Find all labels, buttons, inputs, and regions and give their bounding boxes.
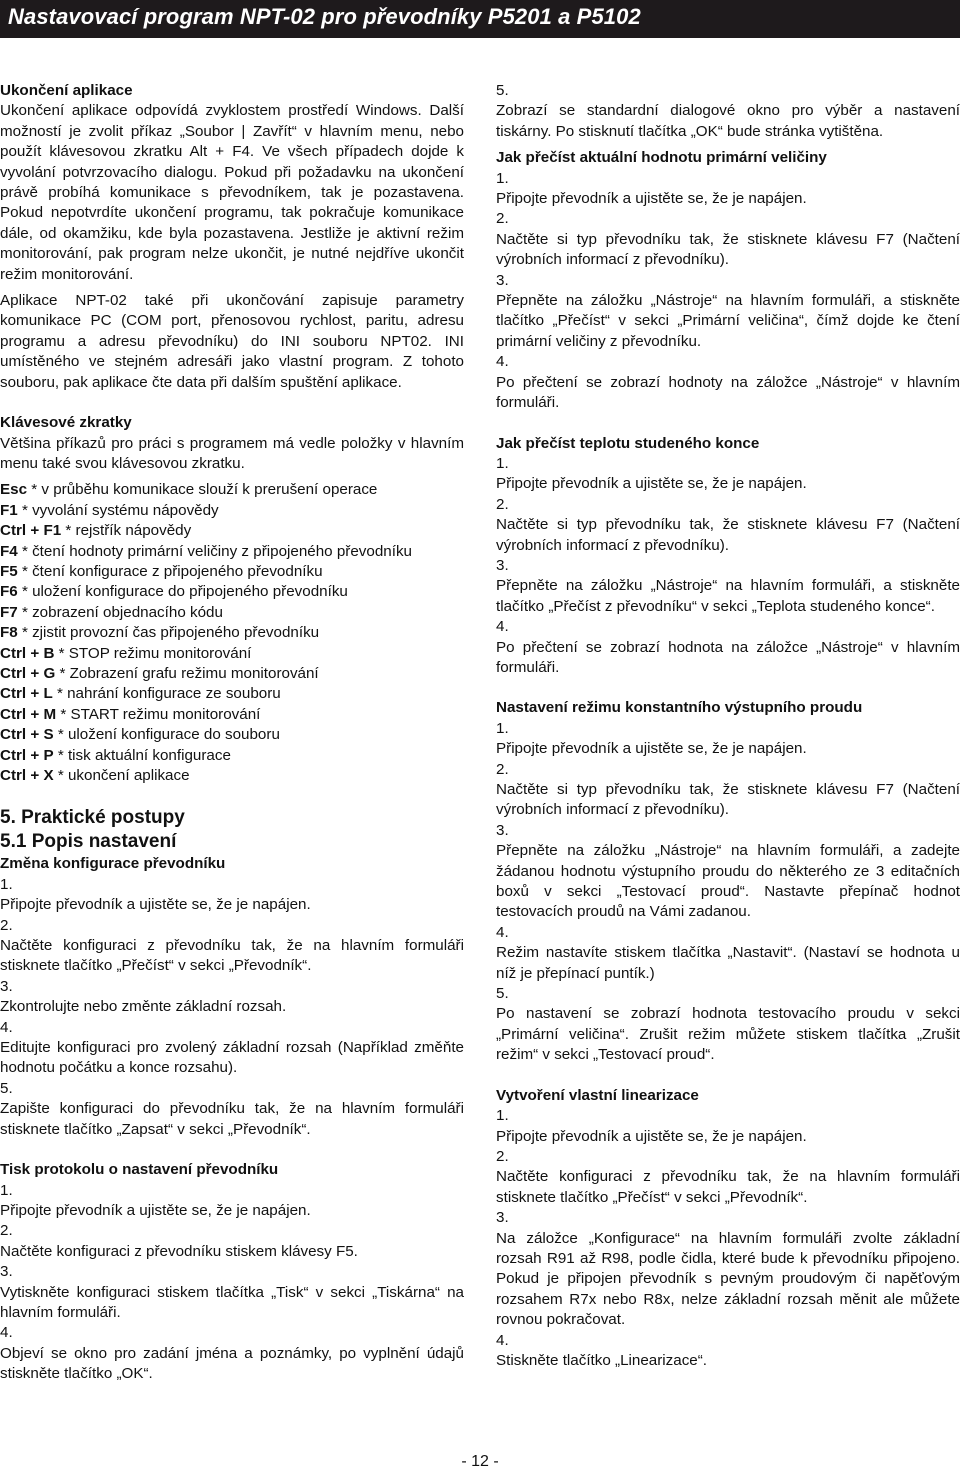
step-text: Editujte konfiguraci pro zvolený základní rozsah (Například změňte hodnotu počátku a konce rozsahu). <box>0 1039 464 1077</box>
step-text: Připojte převodník a ujistěte se, že je napájen. <box>0 1201 311 1219</box>
shortcut-key: Ctrl + S <box>0 726 54 744</box>
step-text: Načtěte si typ převodníku tak, že stisknete klávesu F7 (Načtení výrobních informací z převodníku). <box>496 781 960 819</box>
step-text: Zobrazí se standardní dialogové okno pro výběr a nastavení tiskárny. Po stisknutí tlačítka „OK“ bude stránka vytištěna. <box>496 102 960 140</box>
shortcut-key: Ctrl + F1 <box>0 522 62 540</box>
step-number: 3. <box>496 1209 509 1227</box>
paragraph: Aplikace NPT-02 také při ukončování zapisuje parametry komunikace PC (COM port, přenosovou rychlost, paritu, adresu programu a adresu převodníku) do INI souboru NPT02. INI umístěného ve stejném adresáři jako vlastní program. Z tohoto souboru, pak aplikace čte data při dalším spuštění aplikace. <box>0 292 464 391</box>
shortcut-description: * uložení konfigurace do připojeného převodníku <box>17 583 348 601</box>
step-number: 4. <box>0 1018 13 1036</box>
shortcut-item <box>0 684 464 704</box>
shortcut-key: F4 <box>0 542 18 560</box>
shortcut-item <box>0 725 464 745</box>
section-heading: Vytvoření vlastní linearizace <box>496 1086 699 1104</box>
step-number: 5. <box>496 985 509 1003</box>
step-list <box>496 454 960 678</box>
document-title: Nastavovací program NPT-02 pro převodníky P5201 a P5102 <box>8 4 641 29</box>
shortcut-list <box>0 480 464 786</box>
shortcut-key: F5 <box>0 562 18 580</box>
step-list <box>496 1106 960 1371</box>
step-text: Připojte převodník a ujistěte se, že je napájen. <box>496 190 807 208</box>
step-list <box>496 81 960 142</box>
step-number: 2. <box>496 210 509 228</box>
step-number: 4. <box>496 353 509 371</box>
shortcut-description: * zjistit provozní čas připojeného převodníku <box>17 624 320 642</box>
shortcut-item <box>0 746 464 766</box>
step-text: Přepněte na záložku „Nástroje“ na hlavním formuláři, a stiskněte tlačítko „Přečíst z převodníku“ v sekci „Teplota studeného konce“. <box>496 577 960 615</box>
step-text: Stiskněte tlačítko „Linearizace“. <box>496 1351 708 1369</box>
section-heading: Nastavení režimu konstantního výstupního proudu <box>496 699 863 717</box>
shortcut-item <box>0 480 464 500</box>
step-list <box>496 719 960 1066</box>
step-text: Načtěte si typ převodníku tak, že stisknete klávesu F7 (Načtení výrobních informací z převodníku). <box>496 230 960 269</box>
step-text: Na záložce „Konfigurace“ na hlavním formuláři zvolte základní rozsah R91 až R98, podle čidla, které bude k převodníku připojeno. Pokud je připojen převodník s pevným proudovým či napěťovým rozsahem R7x nebo R8x, nelze základní rozsah měnit ale můžete rovnou pokračovat. <box>496 1229 960 1329</box>
shortcut-description: * v průběhu komunikace slouží k prerušení operace <box>27 481 378 499</box>
step-number: 1. <box>0 1181 13 1199</box>
shortcut-description: * uložení konfigurace do souboru <box>53 726 280 744</box>
shortcut-item <box>0 501 464 521</box>
shortcut-key: Ctrl + M <box>0 705 57 723</box>
step-number: 2. <box>496 760 509 778</box>
shortcut-description: * zobrazení objednacího kódu <box>17 603 223 621</box>
step-text: Přepněte na záložku „Nástroje“ na hlavním formuláři, a stiskněte tlačítko „Přečíst“ v sekci „Primární veličina“, čímž dojde ke čtení primární veličiny z převodníku. <box>496 292 960 350</box>
shortcut-key: Esc <box>0 481 28 499</box>
shortcut-description: * vyvolání systému nápovědy <box>17 501 219 519</box>
step-number: 4. <box>496 618 509 636</box>
step-number: 4. <box>496 1331 509 1349</box>
step-number: 2. <box>0 1222 13 1240</box>
section-heading: Jak přečíst aktuální hodnotu primární veličiny <box>496 149 827 167</box>
step-text: Připojte převodník a ujistěte se, že je napájen. <box>496 475 807 493</box>
chapter-heading: 5.1 Popis nastavení <box>0 831 177 853</box>
shortcut-item <box>0 766 464 786</box>
step-number: 2. <box>496 1147 509 1165</box>
shortcut-item <box>0 542 464 562</box>
shortcut-key: Ctrl + G <box>0 664 56 682</box>
shortcut-description: * čtení konfigurace z připojeného převodníku <box>17 562 323 580</box>
step-number: 2. <box>0 916 13 934</box>
step-number: 1. <box>496 719 509 737</box>
section-heading: Klávesové zkratky <box>0 414 132 432</box>
step-number: 5. <box>496 82 509 99</box>
step-text: Připojte převodník a ujistěte se, že je napájen. <box>496 740 807 758</box>
shortcut-description: * ukončení aplikace <box>53 767 190 784</box>
step-text: Objeví se okno pro zadání jména a poznámky, po vyplnění údajů stiskněte tlačítko „OK“. <box>0 1344 464 1383</box>
step-number: 3. <box>496 556 509 574</box>
section-heading: Jak přečíst teplotu studeného konce <box>496 434 760 452</box>
step-text: Přepněte na záložku „Nástroje“ na hlavním formuláři, a zadejte žádanou hodnotu výstupního proudu do některého ze 3 editačních boxů v sekci „Testovací proud“. Nastavte přepínač hodnot testovacích proudů na Vámi zadanou. <box>496 842 960 921</box>
step-number: 3. <box>0 977 13 995</box>
paragraph: Většina příkazů pro práci s programem má vedle položky v hlavním menu také svou klávesovou zkratku. <box>0 434 464 472</box>
paragraph: Ukončení aplikace odpovídá zvyklostem prostředí Windows. Další možností je zvolit příkaz „Soubor | Zavřít“ v hlavním menu, nebo použít klávesovou zkratku Alt + F4. Ve všech případech dojde k vyvolání potvrzovacího dialogu. Pokud při požadavku na ukončení právě probíhá komunikace s převodníkem, tak je pozastavena. Pokud nepotvrdíte ukončení programu, tak pokračuje komunikace dále, od okamžiku, kde byla pozastavena. Jestliže je aktivní režim monitorování, pak program nelze ukončit, je nutné nejdříve ukončit režim monitorování. <box>0 102 464 283</box>
step-list <box>0 875 464 1140</box>
step-text: Vytiskněte konfiguraci stiskem tlačítka „Tisk“ v sekci „Tiskárna“ na hlavním formuláři. <box>0 1283 464 1321</box>
shortcut-item <box>0 603 464 623</box>
shortcut-description: * čtení hodnoty primární veličiny z připojeného převodníku <box>17 542 412 560</box>
shortcut-description: * rejstřík nápovědy <box>61 522 192 540</box>
step-text: Režim nastavíte stiskem tlačítka „Nastavit“. (Nastaví se hodnota u níž je přepínací puntík.) <box>496 944 960 982</box>
step-text: Po nastavení se zobrazí hodnota testovacího proudu v sekci „Primární veličina“. Zrušit režim můžete stiskem tlačítka „Zrušit režim“ v sekci „Testovací proud“. <box>496 1005 960 1064</box>
step-number: 1. <box>496 169 509 187</box>
section-heading: Ukončení aplikace <box>0 82 133 99</box>
shortcut-item <box>0 582 464 602</box>
step-text: Načtěte konfiguraci z převodníku tak, že na hlavním formuláři stisknete tlačítko „Přečíst“ v sekci „Převodník“. <box>0 937 464 975</box>
shortcut-item <box>0 521 464 541</box>
shortcut-key: Ctrl + B <box>0 644 55 662</box>
shortcut-key: Ctrl + X <box>0 767 54 784</box>
step-text: Připojte převodník a ujistěte se, že je napájen. <box>496 1127 807 1145</box>
step-text: Načtěte konfiguraci z převodníku tak, že na hlavním formuláři stisknete tlačítko „Přečíst“ v sekci „Převodník“. <box>496 1168 960 1206</box>
step-text: Načtěte si typ převodníku tak, že stisknete klávesu F7 (Načtení výrobních informací z převodníku). <box>496 516 960 554</box>
step-number: 3. <box>0 1263 13 1281</box>
page-number: - 12 - <box>461 1453 499 1470</box>
right-column <box>496 81 960 1371</box>
shortcut-item <box>0 623 464 643</box>
step-number: 5. <box>0 1079 13 1097</box>
shortcut-description: * Zobrazení grafu režimu monitorování <box>55 664 319 682</box>
step-number: 1. <box>0 875 13 893</box>
page-header <box>0 0 960 38</box>
step-number: 1. <box>496 1107 509 1125</box>
shortcut-item <box>0 664 464 684</box>
step-text: Po přečtení se zobrazí hodnoty na záložce „Nástroje“ v hlavním formuláři. <box>496 373 960 412</box>
shortcut-key: F8 <box>0 624 18 642</box>
step-list <box>496 169 960 414</box>
step-number: 4. <box>0 1324 13 1342</box>
section-heading: Tisk protokolu o nastavení převodníku <box>0 1161 279 1179</box>
step-text: Zapište konfiguraci do převodníku tak, že na hlavním formuláři stisknete tlačítko „Zapsat“ v sekci „Převodník“. <box>0 1100 464 1138</box>
shortcut-key: Ctrl + P <box>0 746 54 764</box>
step-text: Připojte převodník a ujistěte se, že je napájen. <box>0 896 311 914</box>
shortcut-item <box>0 644 464 664</box>
step-number: 1. <box>496 454 509 472</box>
shortcut-key: Ctrl + L <box>0 685 53 703</box>
shortcut-key: F1 <box>0 501 18 519</box>
shortcut-item <box>0 705 464 725</box>
shortcut-item <box>0 562 464 582</box>
step-number: 3. <box>496 821 509 839</box>
step-number: 3. <box>496 271 509 289</box>
shortcut-description: * START režimu monitorování <box>56 705 261 723</box>
step-text: Zkontrolujte nebo změnte základní rozsah. <box>0 998 287 1016</box>
section-heading: Změna konfigurace převodníku <box>0 855 226 873</box>
shortcut-description: * STOP režimu monitorování <box>54 644 252 662</box>
step-number: 2. <box>496 495 509 513</box>
shortcut-description: * nahrání konfigurace ze souboru <box>52 685 281 703</box>
chapter-heading: 5. Praktické postupy <box>0 807 185 829</box>
step-text: Načtěte konfiguraci z převodníku stiskem klávesy F5. <box>0 1242 358 1260</box>
shortcut-key: F6 <box>0 583 18 601</box>
shortcut-description: * tisk aktuální konfigurace <box>53 746 231 764</box>
step-list <box>0 1181 464 1385</box>
step-number: 4. <box>496 923 509 941</box>
step-text: Po přečtení se zobrazí hodnota na záložce „Nástroje“ v hlavním formuláři. <box>496 638 960 676</box>
shortcut-key: F7 <box>0 603 18 621</box>
left-column <box>0 81 464 1385</box>
